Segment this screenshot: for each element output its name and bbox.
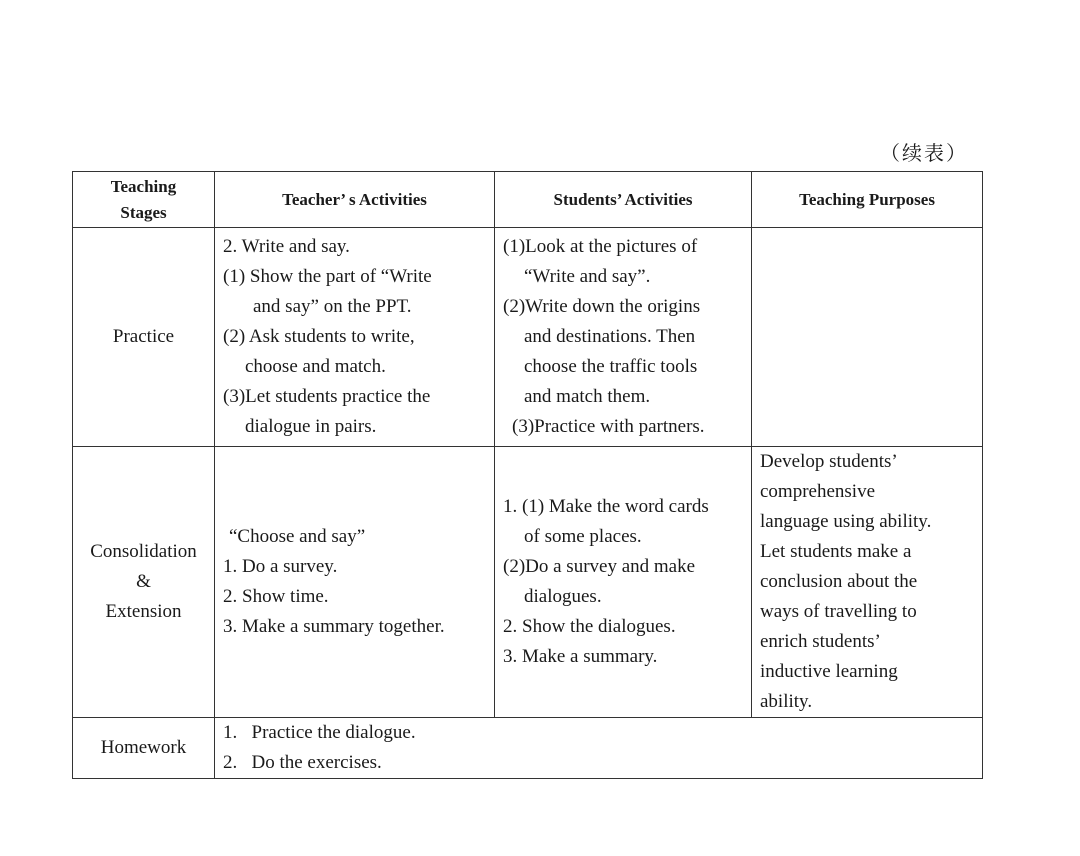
practice-row: [73, 228, 983, 447]
header-teacher-activities: Teacher’ s Activities: [215, 172, 495, 228]
consolidation-teaching-purposes: Develop students’ comprehensive language using ability. Let students make a conclusion about the ways of travelling to enrich students’ inductive learning ability.: [752, 447, 983, 718]
practice-students-activities: (1)Look at the pictures of “Write and say”. (2)Write down the origins and destinations. Then choose the traffic tools and match them. (3)Practice with partners.: [495, 228, 752, 447]
header-teaching-stages: Teaching Stages: [73, 172, 215, 228]
homework-items: 1. Practice the dialogue. 2. Do the exercises.: [215, 718, 983, 779]
header-row: [73, 172, 983, 228]
practice-teaching-purposes: [752, 228, 983, 447]
consolidation-row: [73, 447, 983, 718]
stage-practice: Practice: [73, 228, 215, 447]
header-teaching-purposes: Teaching Purposes: [752, 172, 983, 228]
header-students-activities: Students’ Activities: [495, 172, 752, 228]
consolidation-students-activities: 1. (1) Make the word cards of some places. (2)Do a survey and make dialogues. 2. Show the dialogues. 3. Make a summary.: [495, 447, 752, 718]
stage-consolidation-extension: Consolidation & Extension: [73, 447, 215, 718]
homework-row: [73, 718, 983, 779]
stage-homework: Homework: [73, 718, 215, 779]
practice-teacher-activities: 2. Write and say. (1) Show the part of “Write and say” on the PPT. (2) Ask students to write, choose and match. (3)Let students practice the dialogue in pairs.: [215, 228, 495, 447]
consolidation-teacher-activities: “Choose and say” 1. Do a survey. 2. Show time. 3. Make a summary together.: [215, 447, 495, 718]
continued-label: （续表）: [880, 143, 968, 165]
lesson-plan-table: [72, 171, 983, 779]
